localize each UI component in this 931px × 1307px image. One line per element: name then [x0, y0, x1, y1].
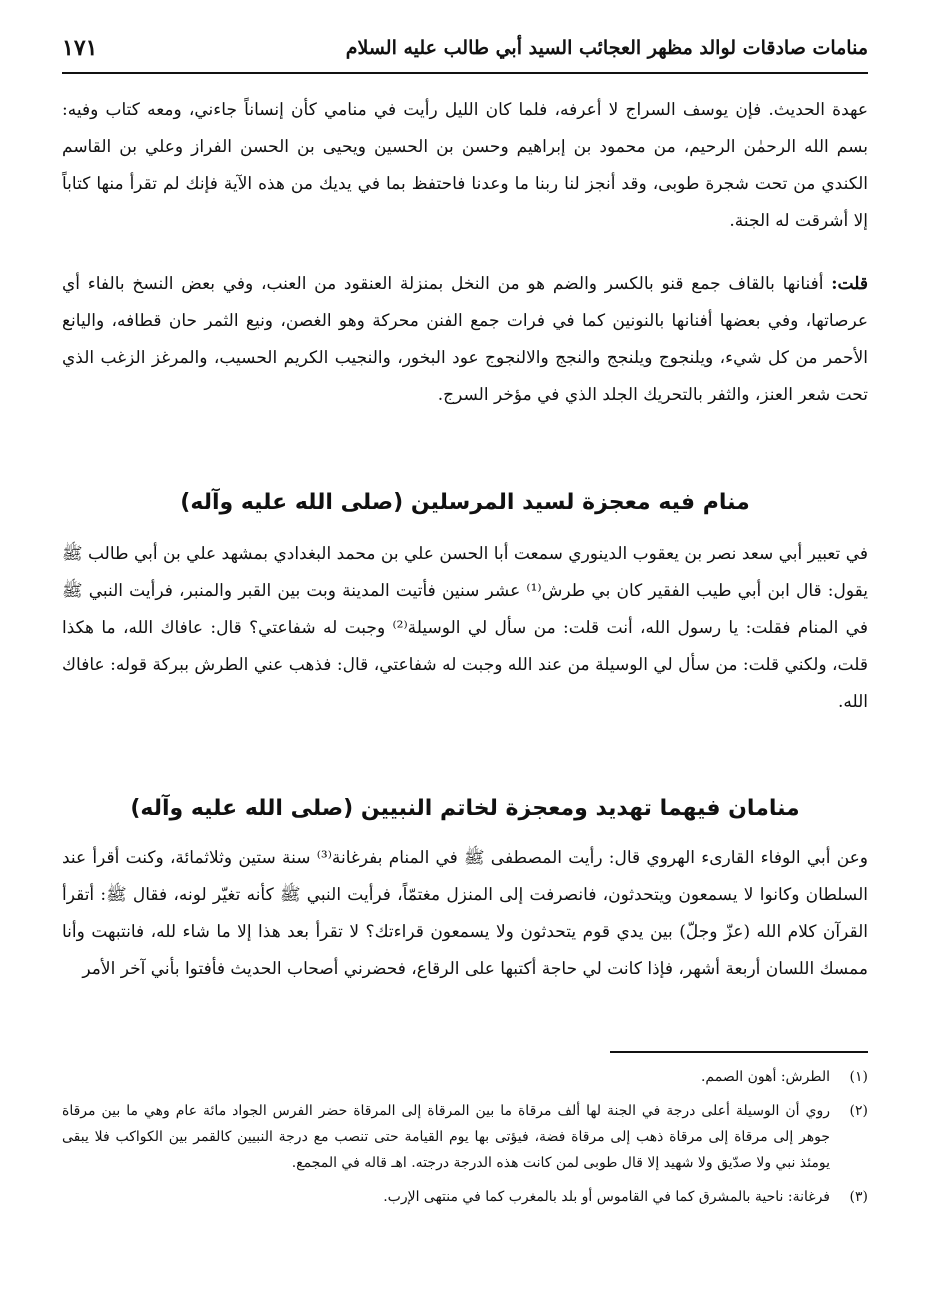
paragraph-3: في تعبير أبي سعد نصر بن يعقوب الدينوري سمعت أبا الحسن علي بن محمد البغدادي بمشهد علي بن أبي طالب ﷺ يقول: قال ابن أبي طيب الفقير كان بي طرش⁽¹⁾ عشر سنين فأتيت المدينة وبت بين القبر والمنبر، فرأيت النبي ﷺ في المنام فقلت: يا رسول الله، أنت قلت: من سأل لي الوسيلة⁽²⁾ وجبت له شفاعتي؟ قال: عافاك الله، ما هكذا قلت، ولكني قلت: من سأل لي الوسيلة من عند الله وجبت له شفاعتي، قال: فذهب عني الطرش ببركة قوله: عافاك الله. — [62, 544, 868, 712]
paragraph-dream-text — [62, 92, 868, 240]
paragraph-commentary — [62, 266, 868, 414]
footnote-text: الطرش: أهون الصمم. — [700, 1069, 830, 1085]
page-header — [62, 28, 868, 68]
header-rule — [62, 72, 868, 74]
section-heading-2: منامان فيهما تهديد ومعجزة لخاتم النبيين (صلى الله عليه وآله) — [130, 796, 800, 821]
paragraph-4: وعن أبي الوفاء القارىء الهروي قال: رأيت المصطفى ﷺ في المنام بفرغانة⁽³⁾ سنة ستين وثلاثمائة، وكنت أقرأ عند السلطان وكانوا لا يسمعون ويتحدثون، فانصرفت إلى المنزل مغتمّاً، فرأيت النبي ﷺ كأنه تغيّر لونه، فقال ﷺ: أتقرأ القرآن كلام الله (عزّ وجلّ) بين يدي قوم يتحدثون ولا يسمعون قراءتك؟ لا تقرأ بعد هذا إلا ما شاء لله، فانتبهت وأنا ممسك اللسان أربعة أشهر، فإذا كانت لي حاجة أكتبها على الرقاع، فحضرني أصحاب الحديث فأفتوا بأني آخر الأمر — [62, 848, 868, 979]
section-heading-1: منام فيه معجزة لسيد المرسلين (صلى الله عليه وآله) — [180, 490, 750, 515]
qultu-lead: قلت: — [831, 274, 869, 294]
footnote — [62, 1064, 868, 1090]
page-number: ١٧١ — [62, 35, 98, 61]
paragraph-section-1 — [62, 536, 868, 721]
footnote-rule — [610, 1051, 868, 1053]
footnote — [62, 1098, 868, 1176]
footnote-number: (١) — [849, 1069, 868, 1085]
running-title: منامات صادقات لوالد مظهر العجائب السيد أبي طالب عليه السلام — [345, 37, 868, 59]
footnote-text: روي أن الوسيلة أعلى درجة في الجنة لها ألف مرقاة ما بين المرقاة إلى المرقاة حضر الفرس الجواد مائة عام وهي ما بين مرقاة جوهر إلى مرقاة إلى مرقاة ذهب إلى مرقاة فضة، فيؤتى بها يوم القيامة حتى تنصب مع درجة النبيين كالقمر بين الكواكب فلا يبقى يومئذ نبي ولا صدّيق ولا شهيد إلا قال طوبى لمن كانت هذه الدرجة درجته. اهـ قاله في المجمع. — [62, 1103, 830, 1171]
footnote-number: (٢) — [849, 1103, 868, 1119]
footnote — [62, 1184, 868, 1210]
paragraph-1: عهدة الحديث. فإن يوسف السراج لا أعرفه، فلما كان الليل رأيت في منامي كأن إنساناً جاءني، ومعه كتاب وفيه: بسم الله الرحمٰن الرحيم، من محمود بن إبراهيم وحسن بن الحسين ويحيى بن الحسن الفراز وعلي بن القاسم الكندي من تحت شجرة طوبى، وقد أنجز لنا ربنا ما وعدنا فاحتفظ بما في يديك من هذه الآية فإنك لم تقرأ منها كتاباً إلا أشرقت له الجنة. — [62, 100, 868, 231]
footnote-number: (٣) — [849, 1189, 868, 1205]
paragraph-section-2 — [62, 840, 868, 988]
footnotes — [62, 1064, 868, 1218]
paragraph-2 — [62, 266, 868, 414]
paragraph-2-text: أفنانها بالقاف جمع قنو بالكسر والضم هو من النخل بمنزلة العنقود من العنب، وفي بعض النسخ بالفاء أي عرصاتها، وفي بعضها أفنانها بالنونين كما في فرات جمع الفنن محركة وهو الغصن، ونيع الثمر حان قطافه، واليانع الأحمر من كل شيء، ويلنجوج ويلنجج والنجج والالنجوج عود البخور، والنجيب الكريم الحسيب، والمرغز الزغب الذي تحت شعر العنز، والثفر بالتحريك الجلد الذي في مؤخر السرج. — [62, 274, 868, 405]
footnote-text: فرغانة: ناحية بالمشرق كما في القاموس أو بلد بالمغرب كما في منتهى الإرب. — [383, 1189, 830, 1205]
